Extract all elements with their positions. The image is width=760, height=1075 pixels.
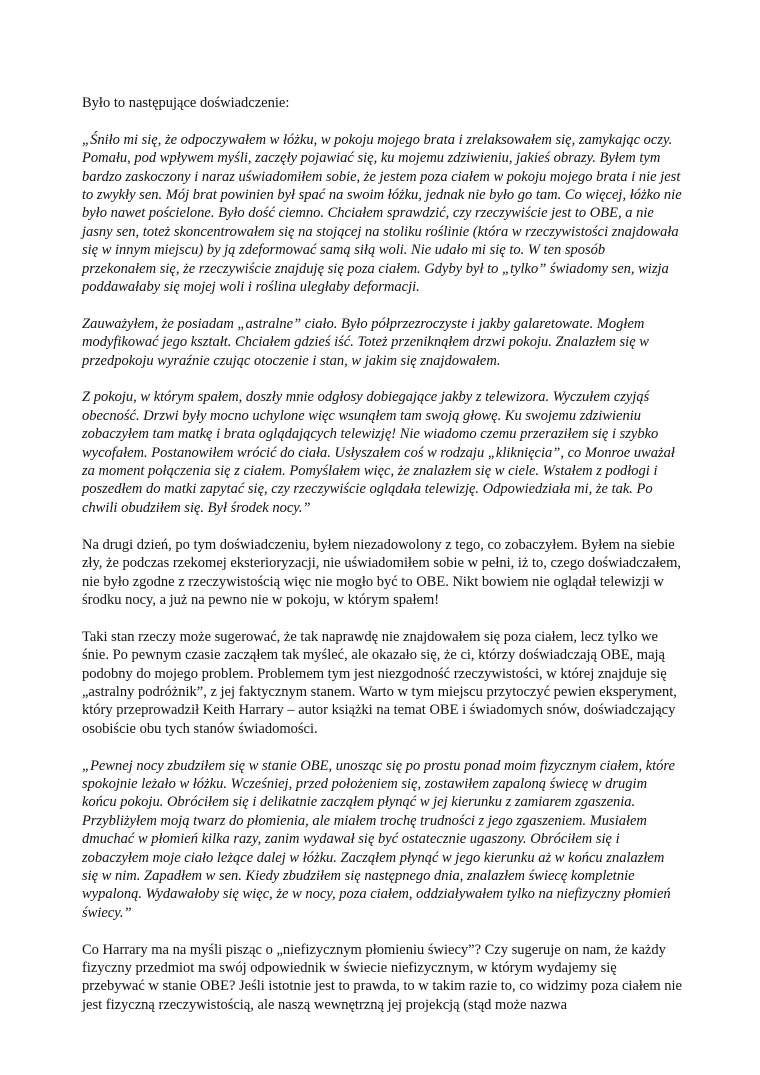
body-paragraph-next-day: Na drugi dzień, po tym doświadczeniu, byłem niezadowolony z tego, co zobaczyłem. Byłem na siebie zły, że podczas rzekomej eksterioryzacji, nie uświadomiłem sobie w pełni, iż to, czego doświadczałem, nie było zgodne z rzeczywistością więc nie mogło być to OBE. Nikt bowiem nie oglądał telewizji w środku nocy, a już na pewno nie w pokoju, w którym spałem! [82, 536, 681, 608]
quote-paragraph-candle: „Pewnej nocy zbudziłem się w stanie OBE, unosząc się po prostu ponad moim fizycznym ciałem, które spokojnie leżało w łóżku. Wcześniej, przed położeniem się, zostawiłem zapaloną świecę w drugim końcu pokoju. Obróciłem się i delikatnie zacząłem płynąć w jej kierunku z zamiarem zgaszenia. Przybliżyłem moją twarz do płomienia, ale miałem trochę trudności z jego zgaszeniem. Musiałem dmuchać w płomień kilka razy, zanim wydawał się być ostatecznie ugaszony. Obróciłem się i zobaczyłem moje ciało leżące dalej w łóżku. Zacząłem płynąć w jego kierunku aż w końcu znalazłem się w nim. Zapadłem w sen. Kiedy zbudziłem się następnego dnia, znalazłem świecę kompletnie wypaloną. Wydawałoby się więc, że w nocy, poza ciałem, oddziaływałem tylko na niefizyczny płomień świecy.” [82, 757, 675, 921]
quote-paragraph-television: Z pokoju, w którym spałem, doszły mnie odgłosy dobiegające jakby z telewizora. Wyczułem czyjąś obecność. Drzwi były mocno uchylone więc wsunąłem tam swoją głowę. Ku swojemu zdziwieniu zobaczyłem tam matkę i brata oglądających telewizję! Nie wiadomo czemu przeraziłem się i szybko wycofałem. Postanowiłem wrócić do ciała. Usłyszałem coś w rodzaju „kliknięcia”, co Monroe uważał za moment połączenia się z ciałem. Pomyślałem więc, że znalazłem się w ciele. Wstałem z podłogi i poszedłem do matki zapytać się, czy rzeczywiście oglądała telewizję. Odpowiedziała mi, że tak. Po chwili obudziłem się. Był środek nocy.” [82, 389, 675, 516]
intro-line: Było to następujące doświadczenie: [82, 95, 290, 111]
body-paragraph-harrary-intro: Taki stan rzeczy może sugerować, że tak naprawdę nie znajdowałem się poza ciałem, lecz tylko we śnie. Po pewnym czasie zacząłem tak myśleć, ale okazało się, że ci, którzy doświadczają OBE, mają podobny do mojego problem. Problemem tym jest niezgodność rzeczywistości, w której znajduje się „astralny podróżnik”, z jej faktycznym stanem. Warto w tym miejscu przytoczyć pewien eksperyment, który przeprowadził Keith Harrary – autor książki na temat OBE i świadomych snów, doświadczający osobiście obu tych stanów świadomości. [82, 628, 677, 737]
quote-paragraph-astral-body: Zauważyłem, że posiadam „astralne” ciało. Było półprzezroczyste i jakby galaretowate. Mogłem modyfikować jego kształt. Chciałem gdzieś iść. Toteż przeniknąłem drzwi pokoju. Znalazłem się w przedpokoju wyraźnie czując otoczenie i stan, w jakim się znajdowałem. [82, 315, 649, 369]
text-column [82, 94, 682, 1033]
body-paragraph-conclusion: Co Harrary ma na myśli pisząc o „niefizycznym płomieniu świecy”? Czy sugeruje on nam, że każdy fizyczny przedmiot ma swój odpowiednik w świecie niefizycznym, w którym wydajemy się przebywać w stanie OBE? Jeśli istotnie jest to prawda, to w takim razie to, co widzimy poza ciałem nie jest fizyczną rzeczywistością, ale naszą wewnętrzną jej projekcją (stąd może nazwa [82, 941, 682, 1013]
quote-paragraph-dream: „Śniło mi się, że odpoczywałem w łóżku, w pokoju mojego brata i zrelaksowałem się, zamykając oczy. Pomału, pod wpływem myśli, zaczęły pojawiać się, ku mojemu zdziwieniu, jakieś obrazy. Byłem tym bardzo zaskoczony i naraz uświadomiłem sobie, że jestem poza ciałem w pokoju mojego brata i nie jest to zwykły sen. Mój brat powinien był spać na swoim łóżku, jednak nie było go tam. Co więcej, łóżko nie było nawet pościelone. Było dość ciemno. Chciałem sprawdzić, czy rzeczywiście jest to OBE, a nie jasny sen, toteż skoncentrowałem się na stojącej na stoliku roślinie (która w rzeczywistości znajdowała się w innym miejscu) by ją zdeformować samą siłą woli. Nie udało mi się to. W ten sposób przekonałem się, że rzeczywiście znajduję się poza ciałem. Gdyby był to „tylko” świadomy sen, wizja poddawałaby się mojej woli i roślina uległaby deformacji. [82, 131, 682, 296]
